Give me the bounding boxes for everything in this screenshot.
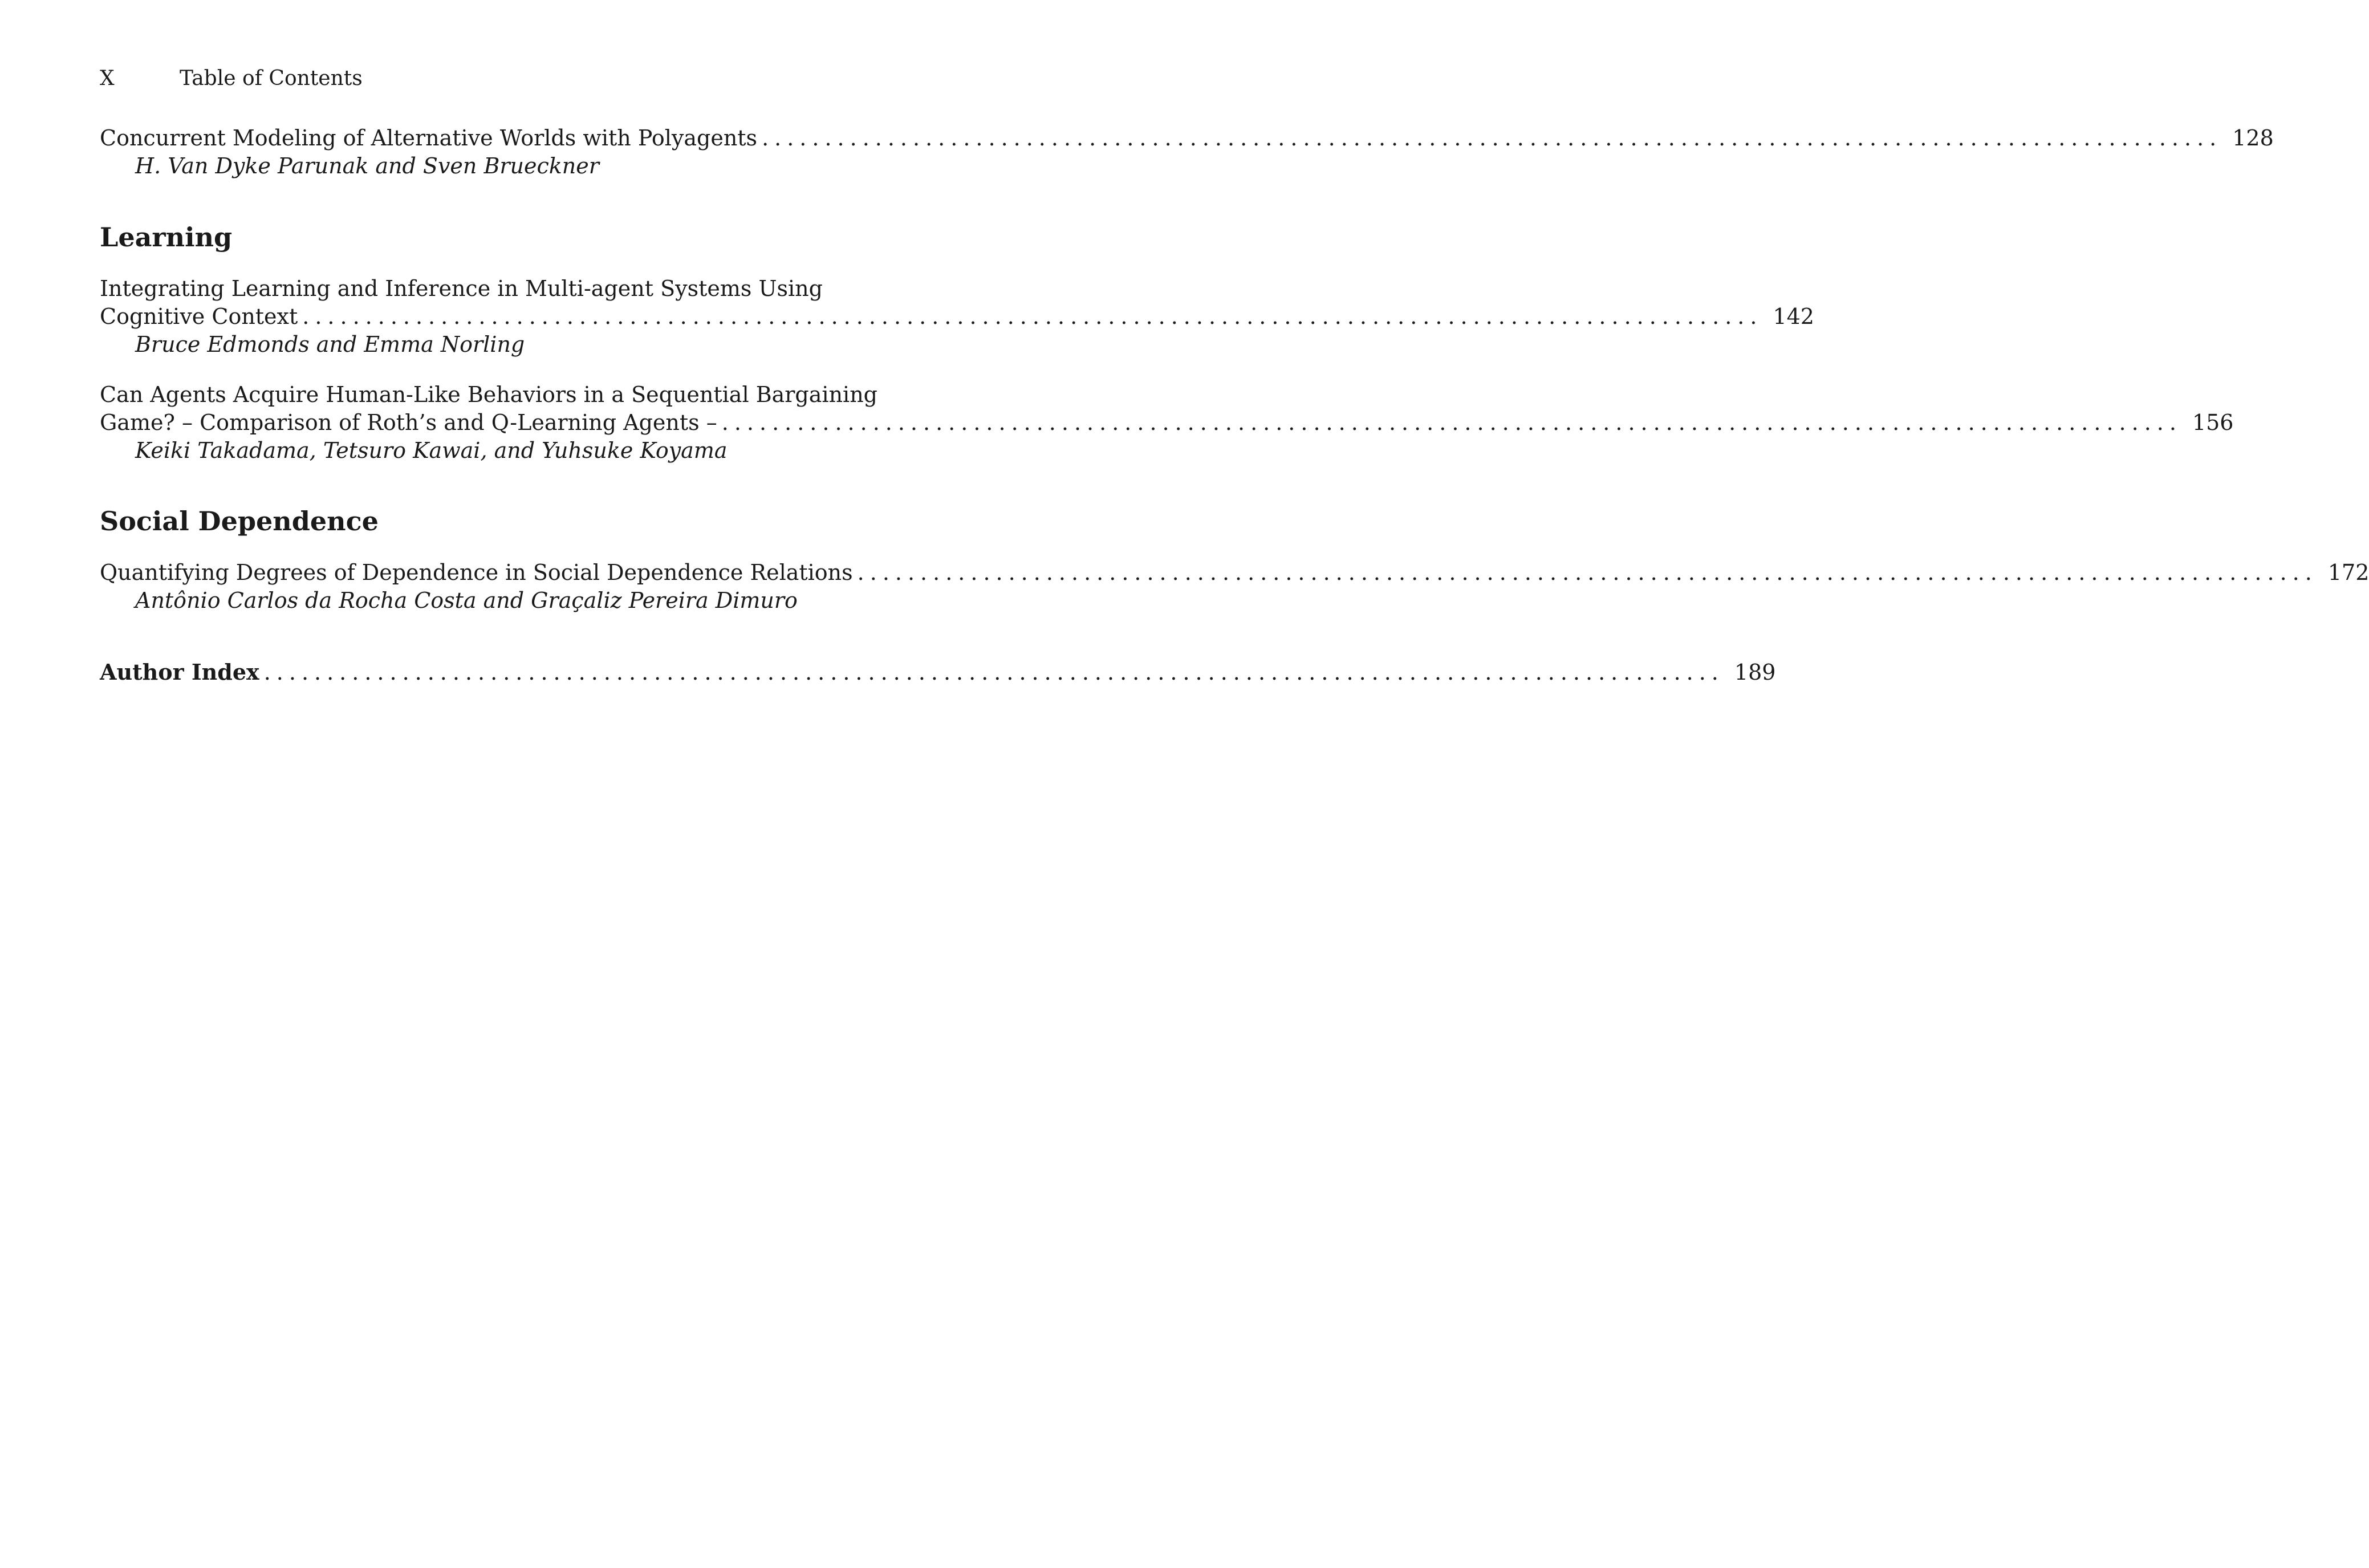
- dot-leader: ....................................................................................................................: [302, 304, 1763, 329]
- dot-leader: ....................................................................................................................: [721, 410, 2182, 435]
- toc-entry-title: Concurrent Modeling of Alternative Worlds with Polyagents: [100, 125, 758, 151]
- toc-entry-title-row: [100, 303, 1814, 331]
- toc-entry-authors: Bruce Edmonds and Emma Norling: [135, 332, 525, 357]
- toc-entry-title-row: [100, 124, 2274, 152]
- toc-entry-authors: Keiki Takadama, Tetsuro Kawai, and Yuhsuke Koyama: [135, 438, 728, 463]
- toc-entry-title-row: [100, 658, 1776, 686]
- section-heading-social-dependence: Social Dependence: [100, 506, 379, 537]
- toc-entry-title-line-1: Integrating Learning and Inference in Multi-agent Systems Using: [100, 276, 823, 301]
- toc-entry-title: Cognitive Context: [100, 304, 298, 329]
- toc-entry-dependence-degrees[interactable]: [100, 559, 2369, 615]
- toc-entry-page: 128: [2232, 125, 2274, 151]
- toc-entry-bargaining-game[interactable]: [100, 381, 2234, 465]
- toc-entry-author-index[interactable]: [100, 658, 1776, 686]
- author-index-page: 189: [1734, 660, 1776, 685]
- toc-page: [100, 0, 2369, 1568]
- toc-entry-authors: H. Van Dyke Parunak and Sven Brueckner: [135, 153, 599, 178]
- toc-entry-title-line-1: Can Agents Acquire Human-Like Behaviors in a Sequential Bargaining: [100, 382, 877, 407]
- toc-entry-title-row: [100, 409, 2234, 437]
- toc-entry-cognitive-context[interactable]: [100, 275, 1814, 359]
- toc-entry-polyagents[interactable]: [100, 124, 2274, 180]
- dot-leader: ....................................................................................................................: [263, 660, 1724, 685]
- toc-entry-page: 142: [1773, 304, 1814, 329]
- toc-entry-page: 172: [2327, 560, 2369, 585]
- toc-entry-title-row: [100, 559, 2369, 587]
- running-title: Table of Contents: [180, 67, 363, 90]
- toc-entry-title: Game? – Comparison of Roth’s and Q-Learning Agents –: [100, 410, 717, 435]
- toc-entry-authors: Antônio Carlos da Rocha Costa and Graçaliz Pereira Dimuro: [135, 588, 798, 613]
- dot-leader: ....................................................................................................................: [857, 560, 2318, 585]
- running-head: [100, 66, 921, 91]
- page-folio: X: [100, 67, 115, 90]
- toc-entry-page: 156: [2192, 410, 2234, 435]
- section-heading-learning: Learning: [100, 222, 233, 253]
- toc-entry-title: Quantifying Degrees of Dependence in Social Dependence Relations: [100, 560, 853, 585]
- dot-leader: ....................................................................................................................: [762, 125, 2222, 151]
- author-index-label: Author Index: [100, 659, 259, 685]
